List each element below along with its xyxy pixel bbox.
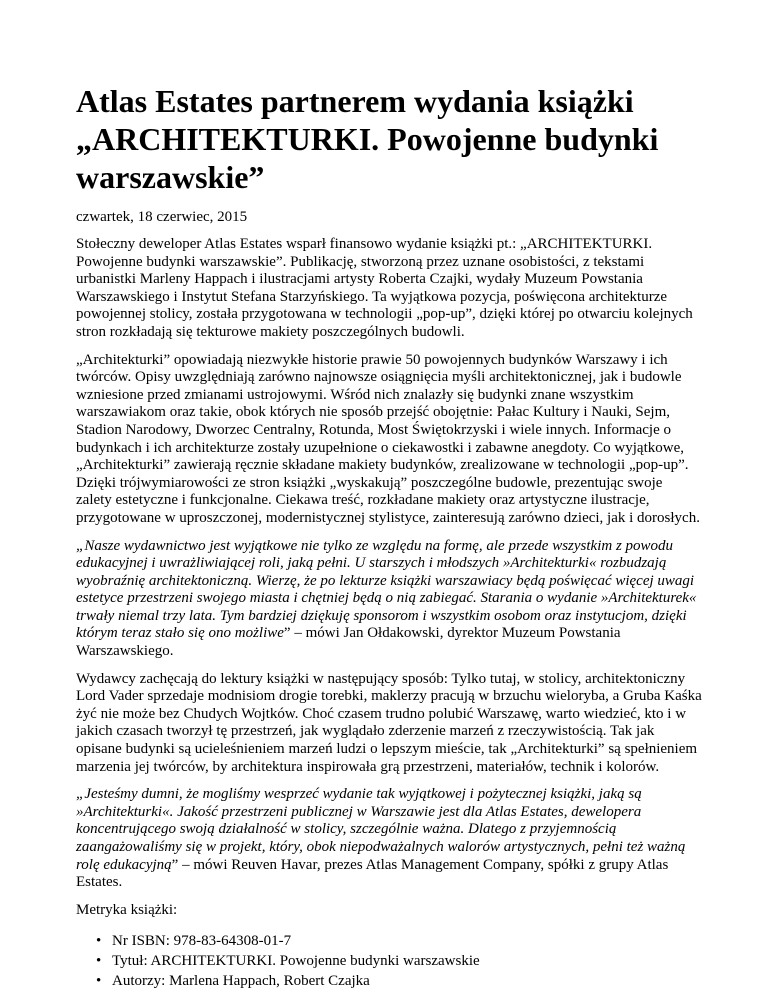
meta-list (76, 931, 728, 991)
quote-havar-text: „Jesteśmy dumni, że mogliśmy wesprzeć wydanie tak wyjątkowej i pożytecznej książki, jaką są »Architekturki«. Jakość przestrzeni publicznej w Warszawie jest dla Atlas Estates, dewelopera koncentrującego swoją działalność w stolicy, szczególnie ważna. Dlatego z przyjemnością zaangażowaliśmy się w projekt, który, obok niepodważalnych walorów artystycznych, pełni też ważną rolę edukacyjną (76, 786, 686, 873)
quote-havar-attribution: ” – mówi Reuven Havar, prezes Atlas Management Company, spółki z grupy Atlas Estates. (76, 856, 669, 891)
article-date: czwartek, 18 czerwiec, 2015 (76, 209, 248, 225)
meta-item-authors: • Autorzy: Marlena Happach, Robert Czajka (112, 971, 728, 991)
quote-havar (76, 786, 702, 892)
quote-oldakowski-attribution: ” – mówi Jan Ołdakowski, dyrektor Muzeum Powstania Warszawskiego. (76, 625, 621, 660)
paragraph-description: „Architekturki” opowiadają niezwykłe historie prawie 50 powojennych budynków Warszawy i ich twórców. Opisy uwzględniają zarówno najnowsze osiągnięcia myśli architektonicznej, jak i budowle wzniesione przed zmianami ustrojowymi. Wśród nich znalazły się budynki znane wszystkim warszawiakom oraz takie, obok których nie sposób przejść obojętnie: Pałac Kultury i Nauki, Sejm, Stadion Narodowy, Dworzec Centralny, Rotunda, Most Świętokrzyski i wiele innych. Informacje o budynkach i ich architekturze zostały uzupełnione o ciekawostki i zabawne anegdoty. Co wyjątkowe, „Architekturki” zawierają ręcznie składane makiety budynków, zrealizowane w technologii „pop-up”. Dzięki trójwymiarowości ze stron książki „wyskakują” poszczególne budowle, prezentując swoje zalety estetyczne i funkcjonalne. Ciekawa treść, rozkładane makiety oraz artystyczne ilustracje, przygotowane w uproszczonej, modernistycznej stylistyce, zainteresują zarówno dzieci, jak i dorosłych. (76, 351, 700, 526)
meta-item-title: • Tytuł: ARCHITEKTURKI. Powojenne budynki warszawskie (112, 951, 728, 971)
paragraph-intro: Stołeczny deweloper Atlas Estates wsparł finansowo wydanie książki pt.: „ARCHITEKTURKI. Powojenne budynki warszawskie”. Publikację, stworzoną przez uznane osobistości, z tekstami urbanistki Marleny Happach i ilustracjami artysty Roberta Czajki, wydały Muzeum Powstania Warszawskiego i Instytut Stefana Starzyńskiego. Ta wyjątkowa pozycja, poświęcona architekturze powojennej stolicy, została przygotowana w technologii „pop-up”, dzięki której po otwarciu kolejnych stron rozkładają się tekturowe makiety poszczególnych budowli. (76, 236, 693, 340)
article-title: Atlas Estates partnerem wydania książki „ARCHITEKTURKI. Powojenne budynki warszawskie” (76, 83, 659, 195)
meta-item-isbn: • Nr ISBN: 978-83-64308-01-7 (112, 931, 728, 951)
quote-oldakowski (76, 538, 702, 661)
paragraph-publishers: Wydawcy zachęcają do lektury książki w następujący sposób: Tylko tutaj, w stolicy, architektoniczny Lord Vader sprzedaje modnisiom drogie torebki, maklerzy pracują w brzuchu wieloryba, a Gruba Kaśka żyć nie może bez Chudych Wojtków. Choć czasem trudno polubić Warszawę, warto wiedzieć, kto i w jakich czasach tworzył tę przestrzeń, jak wyglądało zderzenie marzeń z rzeczywistością. Tak jak opisane budynki są ucieleśnieniem marzeń ludzi o lepszym mieście, tak „Architekturki” są spełnieniem marzenia jej twórców, by architektura inspirowała grą przestrzeni, materiałów, technik i kolorów. (76, 670, 702, 775)
meta-label: Metryka książki: (76, 901, 178, 918)
quote-oldakowski-text: „Nasze wydawnictwo jest wyjątkowe nie tylko ze względu na formę, ale przede wszystkim z powodu edukacyjnej i uwrażliwiającej roli, jaką pełni. U starszych i młodszych »Architekturki« rozbudzają wyobraźnię architektoniczną. Wierzę, że po lekturze książki warszawiacy będą poświęcać więcej uwagi estetyce przestrzeni swojego miasta i chętniej będą o nią zabiegać. Starania o wydanie »Architekturek« trwały niemal trzy lata. Tym bardziej dziękuję sponsorom i wszystkim osobom oraz instytucjom, dzięki którym teraz stało się ono możliwe (76, 537, 697, 642)
